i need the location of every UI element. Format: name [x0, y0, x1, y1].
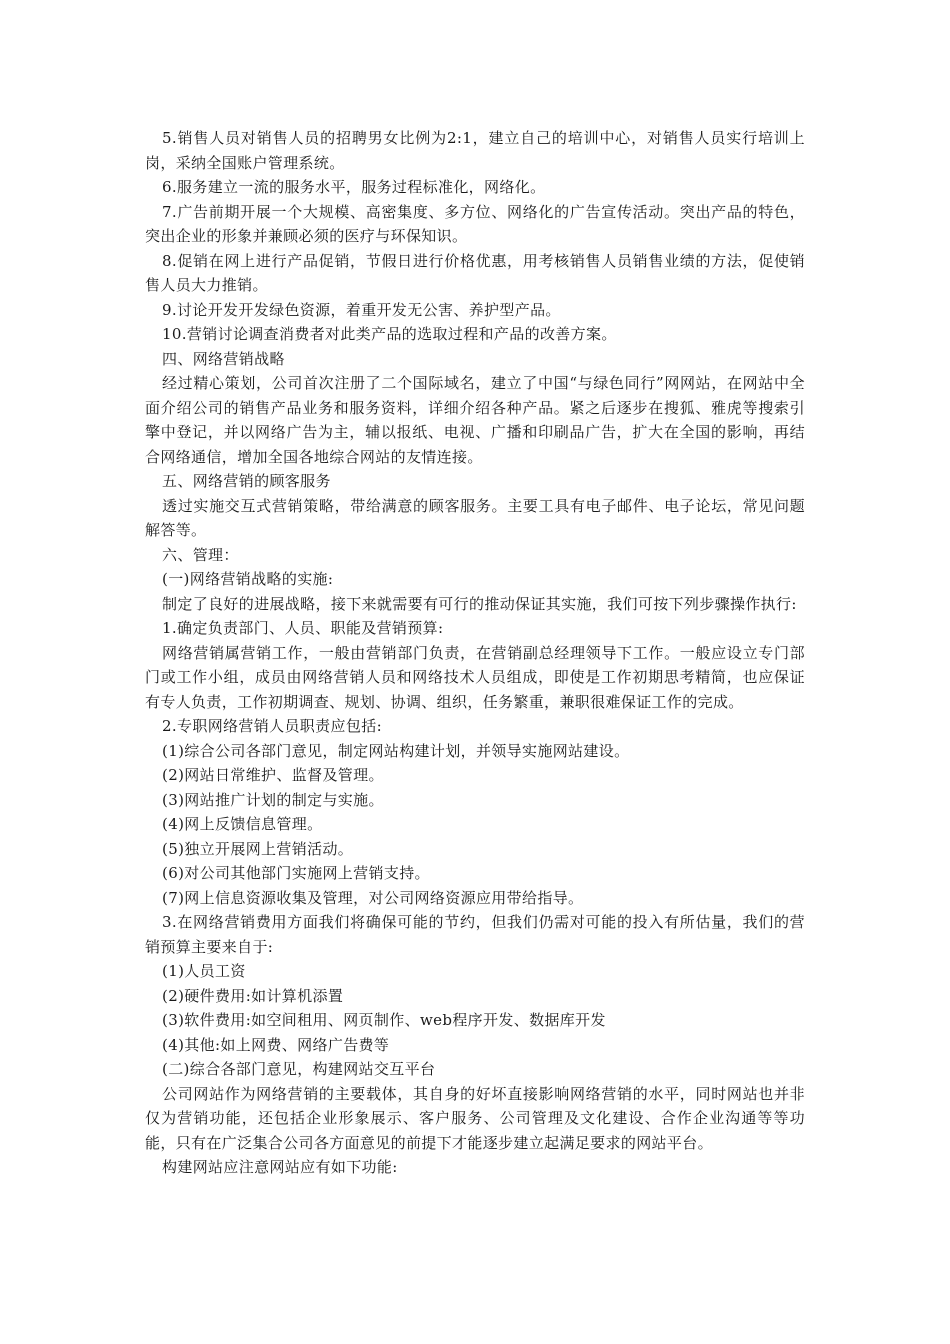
list-item: (1)综合公司各部门意见，制定网站构建计划，并领导实施网站建设。	[162, 741, 630, 760]
list-item: (5)独立开展网上营销活动。	[162, 839, 354, 858]
list-item: (4)其他:如上网费、网络广告费等	[162, 1035, 390, 1054]
paragraph-sales-staff: 5.销售人员对销售人员的招聘男女比例为2:1，建立自己的培训中心，对销售人员实行培训上岗，采纳全国账户管理系统。	[145, 129, 805, 172]
paragraph-website-role: 公司网站作为网络营销的主要载体，其自身的好坏直接影响网络营销的水平，同时网站也并非仅为营销功能，还包括企业形象展示、客户服务、公司管理及文化建设、合作企业沟通等等功能，只有在广泛集合公司各方面意见的前提下才能逐步建立起满足要求的网站平台。	[145, 1084, 805, 1152]
subheading-website-platform: (二)综合各部门意见，构建网站交互平台	[162, 1060, 436, 1078]
step-1-heading: 1.确定负责部门、人员、职能及营销预算:	[162, 619, 444, 637]
list-item: (3)软件费用:如空间租用、网页制作、web程序开发、数据库开发	[162, 1011, 606, 1029]
heading-management: 六、管理：	[162, 545, 239, 564]
paragraph-customer-service: 透过实施交互式营销策略，带给满意的顾客服务。主要工具有电子邮件、电子论坛，常见问题解答等。	[145, 496, 805, 539]
list-item: (3)网站推广计划的制定与实施。	[162, 790, 384, 809]
list-item: (6)对公司其他部门实施网上营销支持。	[162, 864, 430, 882]
list-item: (7)网上信息资源收集及管理，对公司网络资源应用带给指导。	[162, 888, 584, 907]
list-item: (2)硬件费用:如计算机添置	[162, 986, 344, 1005]
subheading-strategy-implementation: (一)网络营销战略的实施:	[162, 570, 334, 588]
paragraph-department-responsibility: 网络营销属营销工作，一般由营销部门负责，在营销副总经理领导下工作。一般应设立专门部门或工作小组，成员由网络营销人员和网络技术人员组成，即使是工作初期思考精简，也应保证有专人负责，工作初期调查、规划、协调、组织，任务繁重，兼职很难保证工作的完成。	[145, 643, 805, 711]
paragraph-implementation-steps: 制定了良好的进展战略，接下来就需要有可行的推动保证其实施，我们可按下列步骤操作执行:	[162, 594, 797, 613]
step-2-heading: 2.专职网络营销人员职责应包括:	[162, 717, 382, 735]
paragraph-service: 6.服务建立一流的服务水平，服务过程标准化，网络化。	[162, 178, 546, 196]
list-item: (2)网站日常维护、监督及管理。	[162, 766, 384, 784]
step-3-budget: 3.在网络营销费用方面我们将确保可能的节约，但我们仍需对可能的投入有所估量，我们的营销预算主要来自于:	[145, 913, 805, 956]
heading-network-strategy: 四、网络营销战略	[162, 349, 285, 368]
paragraph-green-resources: 9.讨论开发开发绿色资源，着重开发无公害、养护型产品。	[162, 300, 561, 319]
paragraph-website-functions: 构建网站应注意网站应有如下功能:	[162, 1158, 398, 1176]
heading-customer-service: 五、网络营销的顾客服务	[162, 472, 331, 490]
document-body	[145, 126, 805, 1180]
paragraph-strategy-detail: 经过精心策划，公司首次注册了二个国际域名，建立了中国“与绿色同行”网网站，在网站中全面介绍公司的销售产品业务和服务资料，详细介绍各种产品。紧之后逐步在搜狐、雅虎等搜索引擎中登记，并以网络广告为主，辅以报纸、电视、广播和印刷品广告，扩大在全国的影响，再结合网络通信，增加全国各地综合网站的友情连接。	[145, 374, 805, 466]
paragraph-advertising: 7.广告前期开展一个大规模、高密集度、多方位、网络化的广告宣传活动。突出产品的特色，突出企业的形象并兼顾必须的医疗与环保知识。	[145, 202, 805, 245]
list-item: (4)网上反馈信息管理。	[162, 815, 323, 833]
paragraph-marketing-research: 10.营销讨论调查消费者对此类产品的选取过程和产品的改善方案。	[162, 325, 617, 343]
list-item: (1)人员工资	[162, 962, 246, 980]
paragraph-promotion: 8.促销在网上进行产品促销，节假日进行价格优惠，用考核销售人员销售业绩的方法，促使销售人员大力推销。	[145, 251, 805, 294]
